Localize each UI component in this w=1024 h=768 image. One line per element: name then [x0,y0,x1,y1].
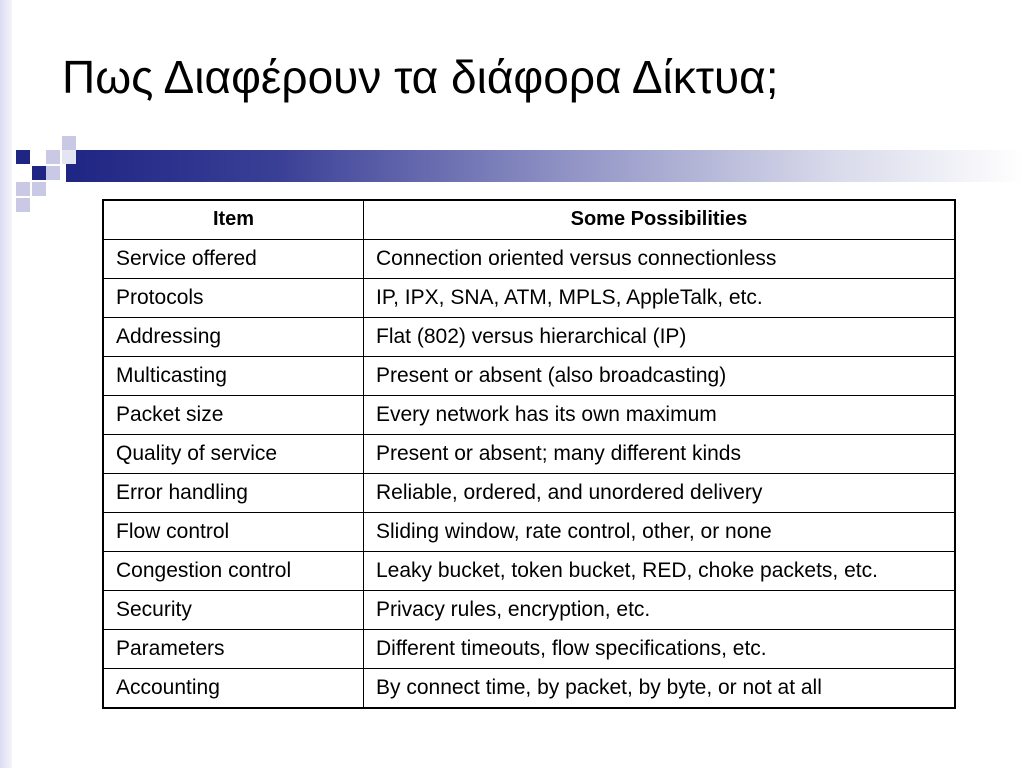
table-row [103,356,955,395]
slide-title: Πως Διαφέρουν τα διάφορα Δίκτυα; [62,51,779,103]
network-differences-table [102,199,956,709]
table-row [103,434,955,473]
possibilities-cell: Flat (802) versus hierarchical (IP) [364,317,956,356]
item-cell: Service offered [103,239,364,278]
item-cell: Accounting [103,669,364,708]
decor-square-light [62,136,76,150]
item-cell: Packet size [103,395,364,434]
table-row [103,317,955,356]
possibilities-cell: Present or absent (also broadcasting) [364,356,956,395]
possibilities-cell: IP, IPX, SNA, ATM, MPLS, AppleTalk, etc. [364,278,956,317]
item-cell: Error handling [103,473,364,512]
decor-square-light [62,150,76,164]
item-cell: Flow control [103,513,364,552]
header-item: Item [103,200,364,239]
table-row [103,239,955,278]
table-row [103,395,955,434]
item-cell: Addressing [103,317,364,356]
decor-square-light [16,198,30,212]
possibilities-cell: Present or absent; many different kinds [364,434,956,473]
table-row [103,630,955,669]
decor-square-light [16,182,30,196]
item-cell: Parameters [103,630,364,669]
table-row [103,278,955,317]
item-cell: Congestion control [103,552,364,591]
table-row [103,669,955,708]
decor-square-dark [16,150,30,164]
possibilities-cell: Every network has its own maximum [364,395,956,434]
table-body [103,239,955,708]
table-row [103,473,955,512]
possibilities-cell: Different timeouts, flow specifications, etc. [364,630,956,669]
header-possibilities: Some Possibilities [364,200,956,239]
item-cell: Security [103,591,364,630]
item-cell: Multicasting [103,356,364,395]
possibilities-cell: Sliding window, rate control, other, or none [364,513,956,552]
decor-square-dark [32,166,46,180]
decor-square-light [46,150,60,164]
decor-square-light [32,182,46,196]
table-header-row [103,200,955,239]
possibilities-cell: Leaky bucket, token bucket, RED, choke packets, etc. [364,552,956,591]
item-cell: Protocols [103,278,364,317]
left-edge-strip [0,0,12,768]
possibilities-cell: Connection oriented versus connectionless [364,239,956,278]
table-row [103,552,955,591]
possibilities-cell: Reliable, ordered, and unordered delivery [364,473,956,512]
item-cell: Quality of service [103,434,364,473]
possibilities-cell: By connect time, by packet, by byte, or not at all [364,669,956,708]
title-gradient-bar [66,150,1024,182]
possibilities-cell: Privacy rules, encryption, etc. [364,591,956,630]
decor-square-light [46,166,60,180]
table-row [103,591,955,630]
table-row [103,513,955,552]
